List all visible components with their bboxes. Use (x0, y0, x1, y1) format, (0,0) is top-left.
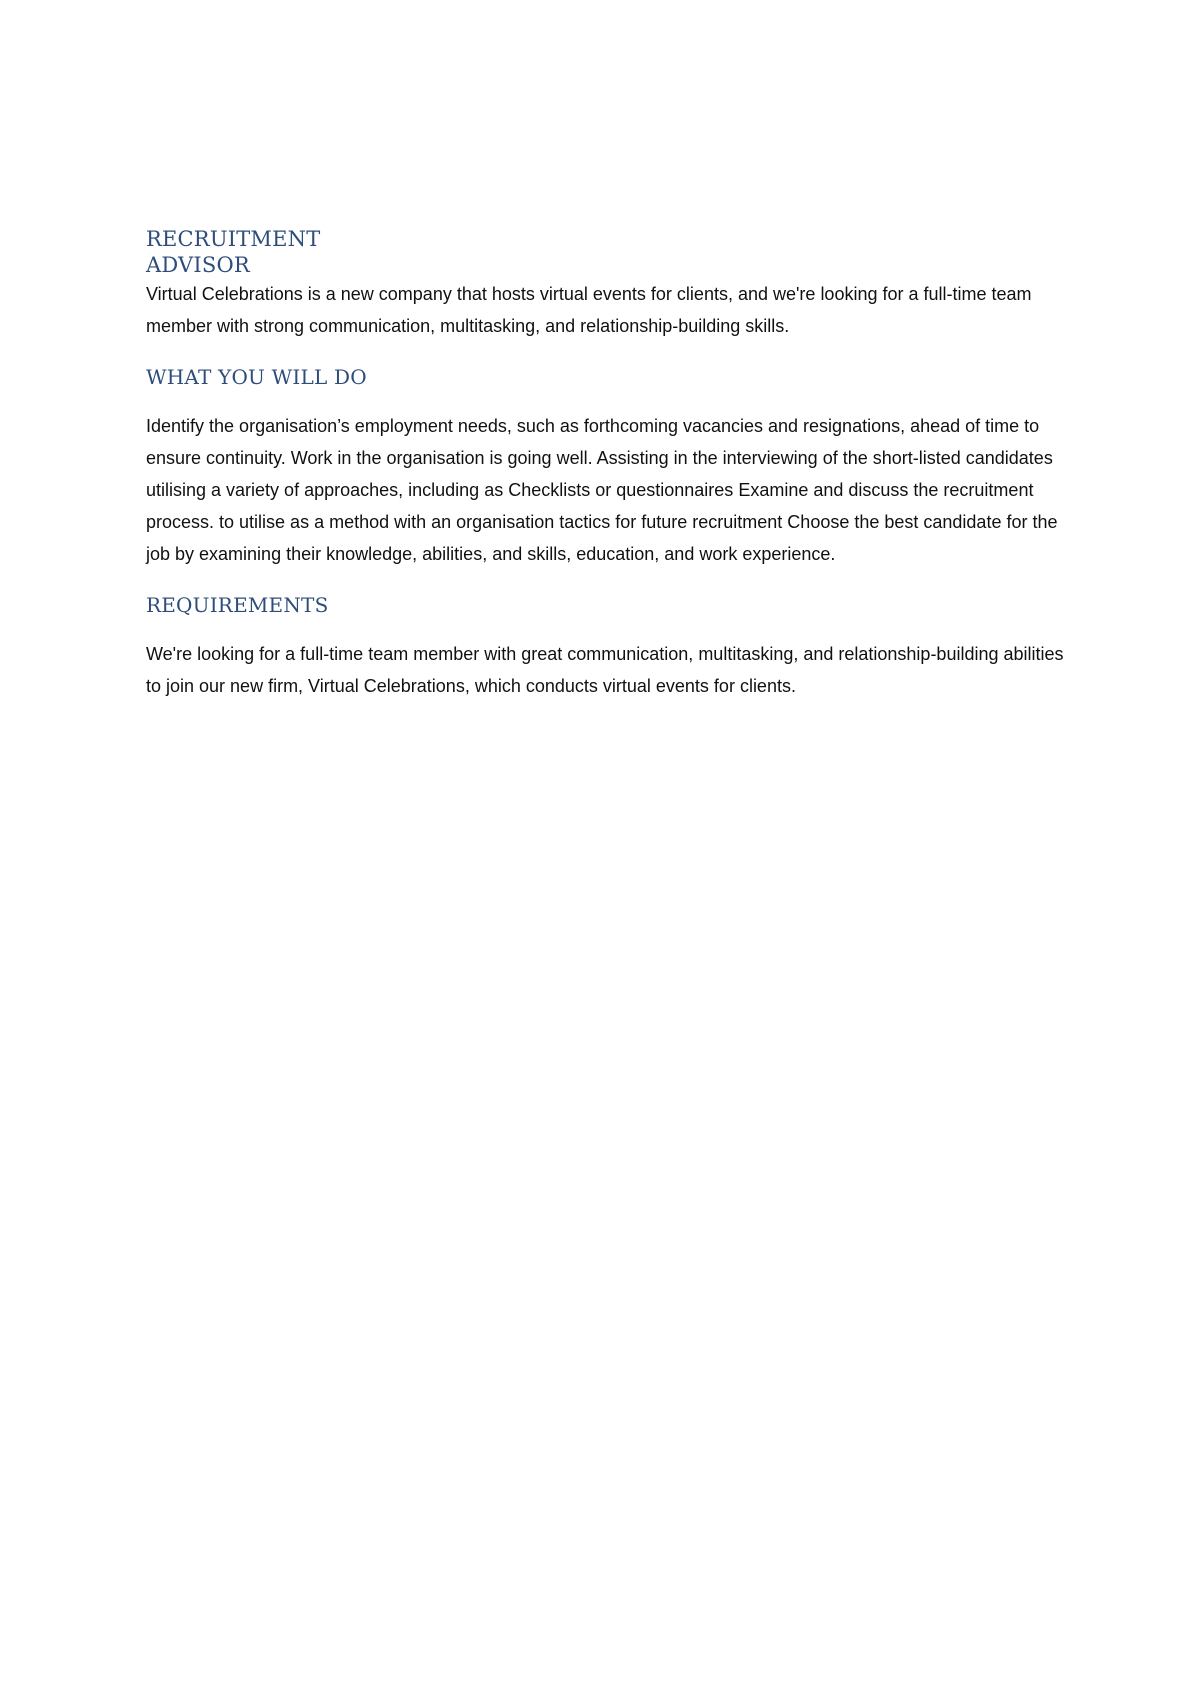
document-title-line-1: RECRUITMENT (146, 227, 321, 251)
intro-paragraph: Virtual Celebrations is a new company that hosts virtual events for clients, and we're looking for a full-time team member with strong communication, multitasking, and relationship-building skills. (146, 284, 1032, 336)
document-content (146, 226, 1066, 702)
document-title-line-2: ADVISOR (146, 253, 250, 277)
section-paragraph-what-you-will-do: Identify the organisation’s employment needs, such as forthcoming vacancies and resignations, ahead of time to ensure continuity. Work in the organisation is going well. Assisting in the interviewing of the short-listed candidates utilising a variety of approaches, including as Checklists or questionnaires Examine and discuss the recruitment process. to utilise as a method with an organisation tactics for future recruitment Choose the best candidate for the job by examining their knowledge, abilities, and skills, education, and work experience. (146, 416, 1058, 564)
section-paragraph-requirements: We're looking for a full-time team member with great communication, multitasking, and relationship-building abilities to join our new firm, Virtual Celebrations, which conducts virtual events for clients. (146, 644, 1064, 696)
section-heading-what-you-will-do: WHAT YOU WILL DO (146, 365, 367, 389)
section-heading-requirements: REQUIREMENTS (146, 593, 329, 617)
document-title (146, 226, 1066, 278)
